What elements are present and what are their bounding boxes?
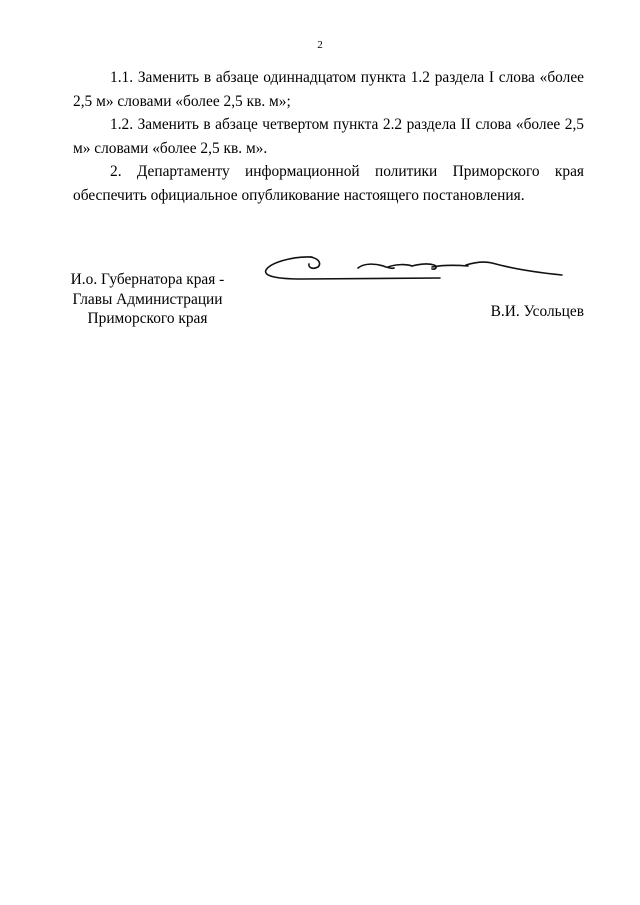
signer-position-line: И.о. Губернатора края - (70, 271, 225, 288)
paragraph-1-1: 1.1. Заменить в абзаце одиннадцатом пункта 1.2 раздела I слова «более 2,5 м» словами «более 2,5 кв. м»; (73, 69, 584, 110)
paragraph-1-2: 1.2. Заменить в абзаце четвертом пункта 2.2 раздела II слова «более 2,5 м» словами «более 2,5 кв. м». (73, 116, 584, 157)
paragraph-2: 2. Департаменту информационной политики Приморского края обеспечить официальное опубликование настоящего постановления. (73, 163, 584, 204)
signer-position (60, 270, 235, 329)
handwritten-signature-icon (262, 246, 570, 288)
signer-name: В.И. Усольцев (490, 303, 584, 320)
signer-position-line: Приморского края (87, 310, 208, 327)
page-number: 2 (317, 39, 323, 51)
document-body (73, 66, 584, 207)
signer-position-line: Главы Администрации (72, 290, 223, 308)
